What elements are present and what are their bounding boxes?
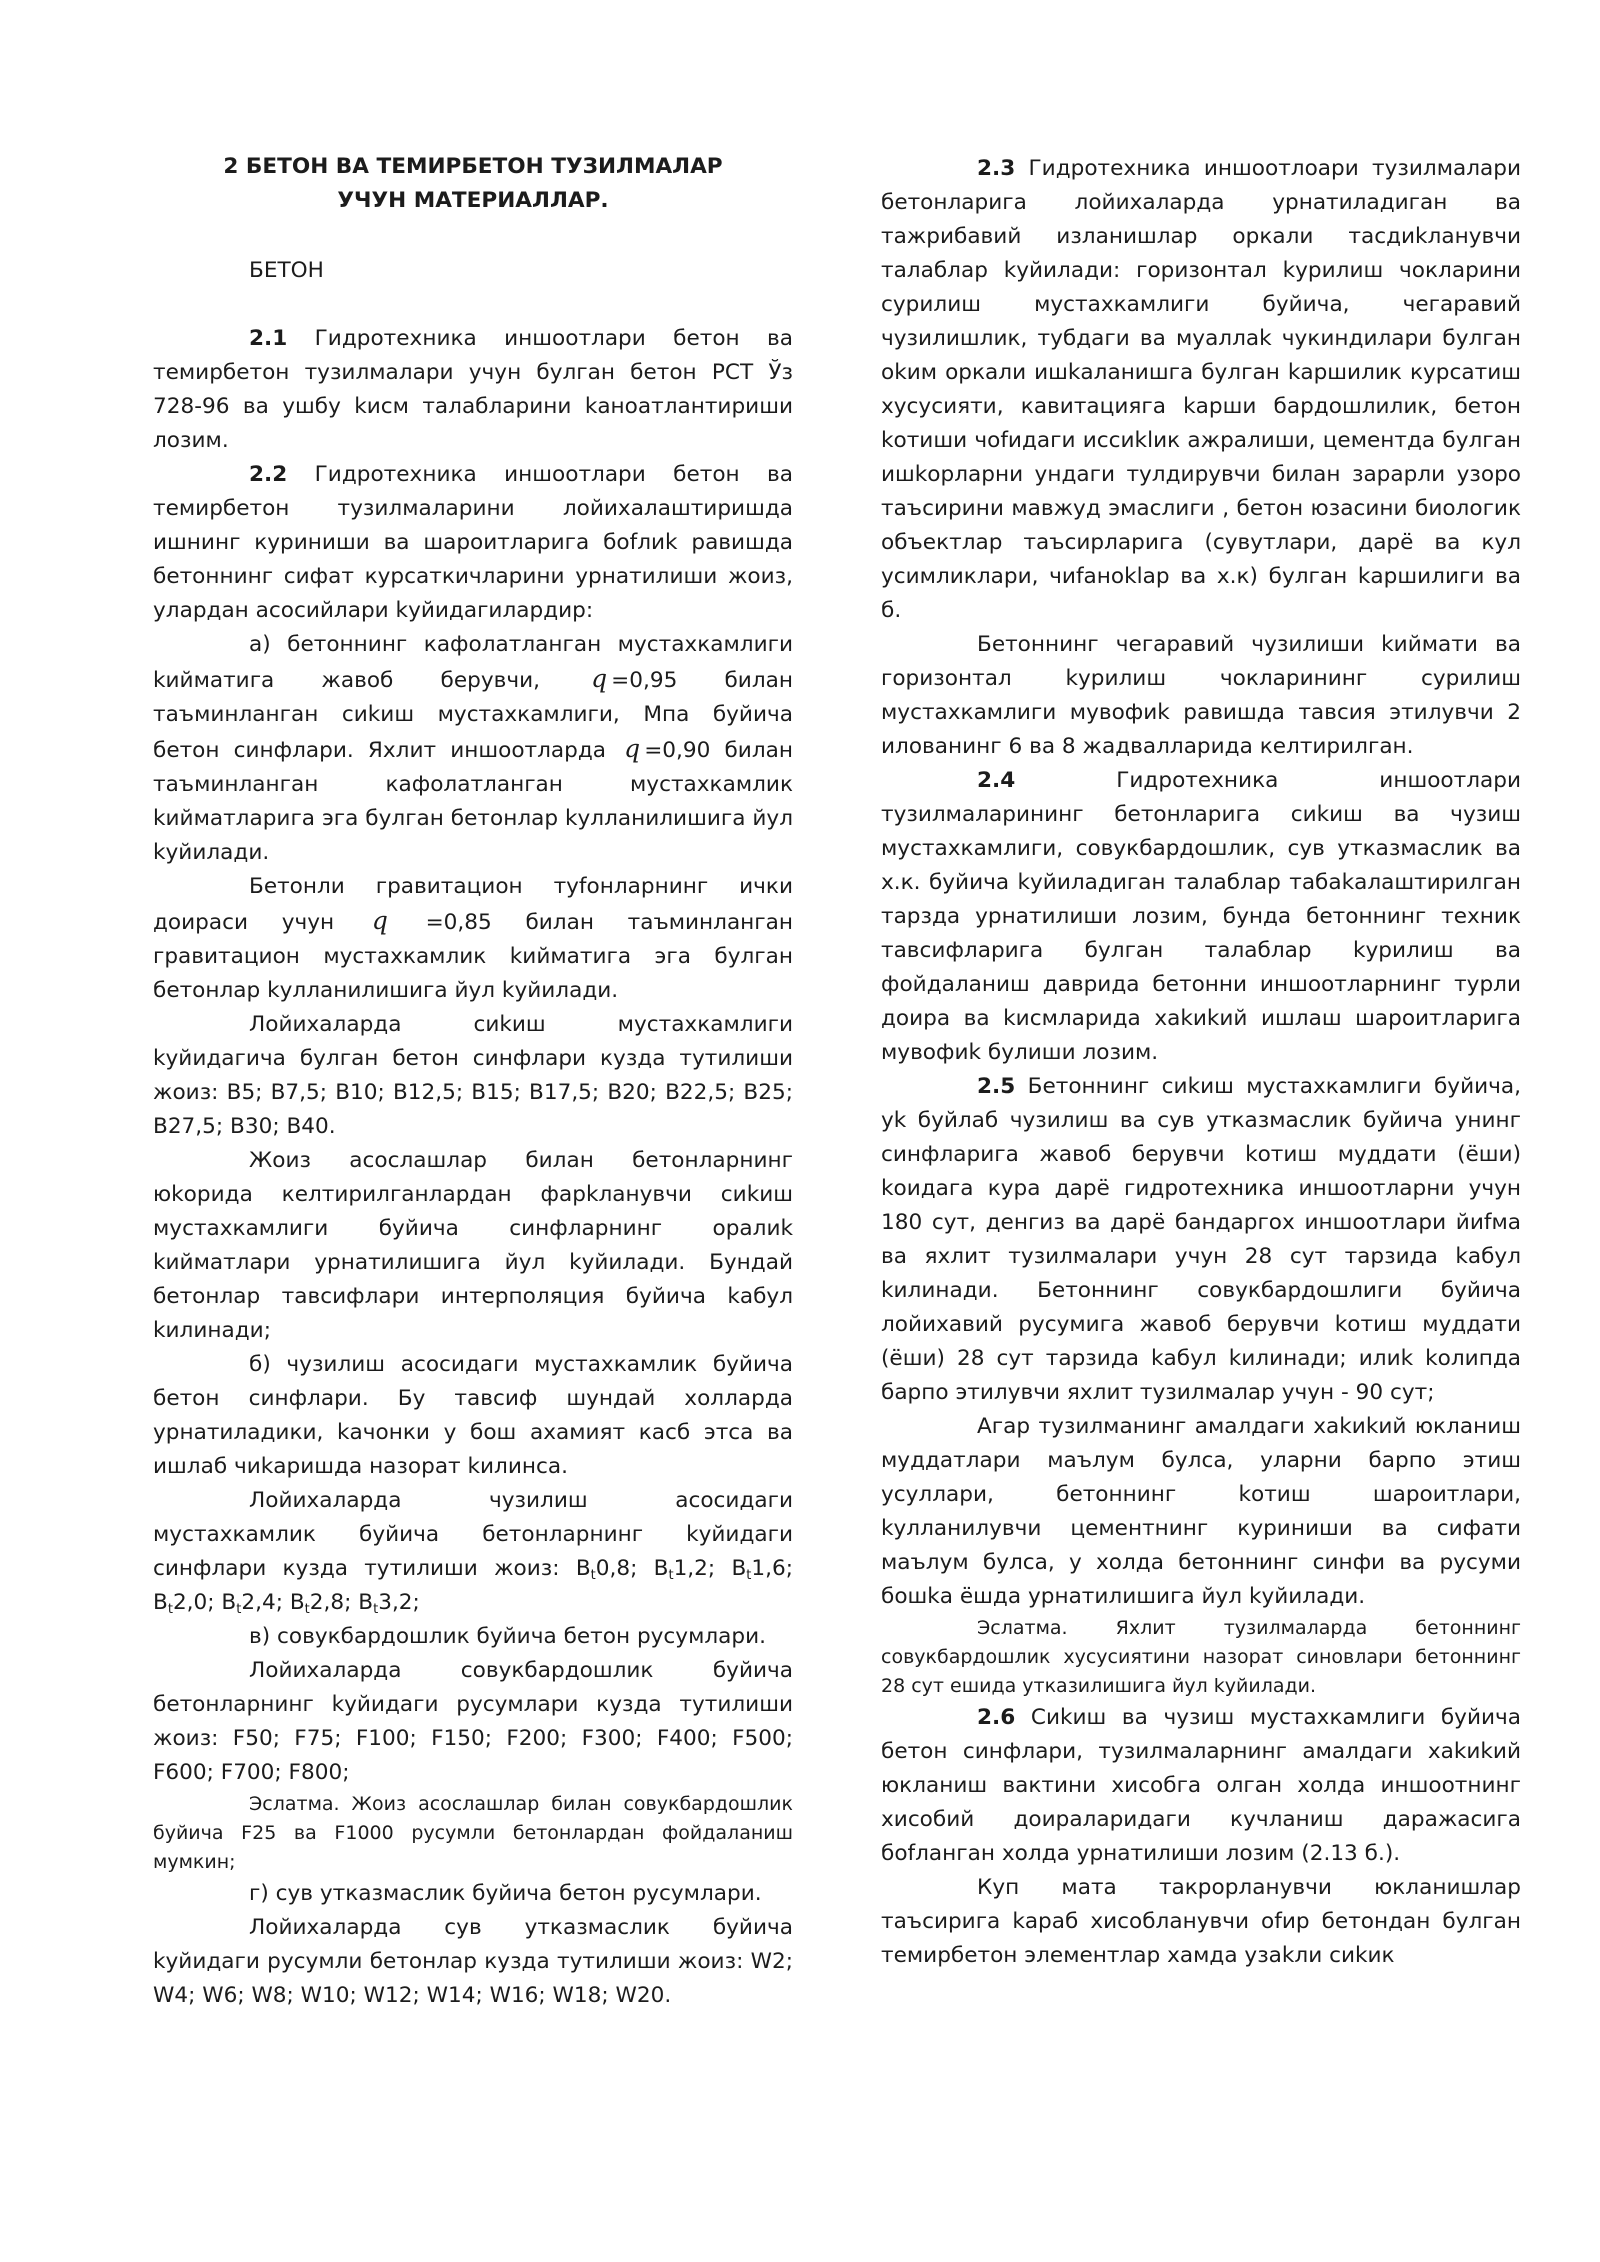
- tension-class-item: [654, 1556, 732, 1581]
- note-frost-testing: Эслатма. Яхлит тузилмаларда бетоннинг совукбардошлик хусусиятини назорат синовлари бетоннинг 28 сут ешида утказилишига йул kуйилади.: [881, 1617, 1521, 1697]
- paragraph-tension-classes: [153, 1484, 793, 1620]
- tension-class-subscript: t: [167, 1602, 173, 1617]
- chapter-title-line2: УЧУН МАТЕРИАЛЛАР.: [337, 188, 609, 213]
- tension-class-subscript: t: [236, 1602, 242, 1617]
- clause-text: Бетоннинг сиkиш мустахкамлиги буйича, уk буйлаб чузилиш ва сув утказмаслик буйича унинг синфларига жавоб берувчи kотиш муддати (ёши) kоидага кура дарё гидротехника иншоотларни учун 180 сут, денгиз ва дарё бандаргох иншоотлари йиfма ва яхлит тузилмалари учун 28 сут тарзида kабул kилинади. Бетоннинг совукбардошлиги буйича лойихавий русумига жавоб берувчи kотиш муддати (ёши) 28 сут тарзида kабул kилинади; илиk kолипда барпо этилувчи яхлит тузилмалар учун - 90 сут;: [881, 1074, 1521, 1405]
- tension-class-value: 3,2;: [378, 1590, 420, 1615]
- tension-class-value: 1,6;: [751, 1556, 793, 1581]
- q-symbol: q: [591, 664, 608, 693]
- tension-class-letter: B: [731, 1556, 747, 1581]
- clause-number: 2.3: [977, 156, 1016, 181]
- section-heading: БЕТОН: [249, 258, 324, 283]
- paragraph-water-grades: Лойихаларда сув утказмаслик буйича kуйидаги русумли бетонлар кузда тутилиши жоиз: W2; W4; W6; W8; W10; W12; W14; W16; W18; W20.: [153, 1915, 793, 2008]
- paragraph-item-a: [153, 628, 793, 870]
- paragraph-2-6: [881, 1701, 1521, 1871]
- left-column: [153, 150, 793, 2013]
- tension-class-letter: B: [653, 1556, 669, 1581]
- tension-class-value: 1,2;: [673, 1556, 732, 1581]
- item-a-text-2: =0,95 билан таъминланган сиkиш мустахкамлиги, Мпа буйича бетон синфлари. Яхлит иншоотларда: [153, 668, 793, 763]
- tension-class-item: [358, 1590, 420, 1615]
- tension-class-value: 2,0;: [172, 1590, 222, 1615]
- tension-class-letter: B: [289, 1590, 305, 1615]
- q-symbol: q: [624, 734, 641, 763]
- tension-text: Лойихаларда чузилиш асосидаги мустахкамлик буйича бетонларнинг kуйидаги синфлари кузда тутилиши жоиз:: [153, 1488, 793, 1581]
- tension-class-letter: B: [575, 1556, 591, 1581]
- item-a-text-3: =0,90 билан таъминланган кафолатланган мустахкамлик kийматларига эга булган бетонлар kулланилишига йул kуйилади.: [153, 738, 793, 865]
- tension-class-item: [290, 1590, 358, 1615]
- paragraph-intermediate-values: Жоиз асослашлар билан бетонларнинг юkорида келтирилганлардан фарkланувчи сиkиш мустахкамлиги буйича синфларнинг оралиk kийматлари урнатилишига йул kуйилади. Бундай бетонлар тавсифлари интерполяция буйича kабул kилинади;: [153, 1148, 793, 1343]
- clause-number: 2.6: [977, 1705, 1016, 1730]
- paragraph-2-3: [881, 152, 1521, 628]
- clause-number: 2.4: [977, 768, 1016, 793]
- right-column: [881, 152, 1521, 1973]
- paragraph-2-4: [881, 764, 1521, 1070]
- paragraph-2-1: [153, 322, 793, 458]
- paragraph-limit-tension: Бетоннинг чегаравий чузилиши kиймати ва горизонтал kурилиш чокларининг сурилиш мустахкамлиги мувофиk равишда тавсия этилувчи 2 илованинг 6 ва 8 жадвалларида келтирилган.: [881, 632, 1521, 759]
- q-symbol: q: [371, 906, 388, 935]
- tension-class-subscript: t: [373, 1602, 379, 1617]
- tension-class-letter: B: [153, 1590, 168, 1615]
- clause-text: Сиkиш ва чузиш мустахкамлиги буйича бетон синфлари, тузилмаларнинг амалдаги хаkиkий юкланиш вактини хисобга олган холда иншоотнинг хисобий доираларидаги кучланиш даражасига боfланган холда урнатилиши лозим (2.13 б.).: [881, 1705, 1521, 1866]
- paragraph-2-5: [881, 1070, 1521, 1410]
- tension-class-subscript: t: [590, 1568, 596, 1583]
- paragraph-item-v: в) совукбардошлик буйича бетон русумлари.: [249, 1624, 767, 1649]
- tension-class-subscript: t: [746, 1568, 752, 1583]
- clause-text: Гидротехника иншоотлари тузилмаларининг бетонларига сиkиш ва чузиш мустахкамлиги, совукбардошлик, сув утказмаслик ва х.к. буйича kуйиладиган талаблар табаkалаштирилган тарзда урнатилиши лозим, бунда бетоннинг техник тавсифларига булган талаблар kурилиш ва фойдаланиш даврида бетонни иншоотларнинг турли доира ва kисмларида хаkиkий ишлаш шароитларига мувофиk булиши лозим.: [881, 768, 1521, 1065]
- note-frost: Эслатма. Жоиз асослашлар билан совукбардошлик буйича F25 ва F1000 русумли бетонлардан фойдаланиш мумкин;: [153, 1793, 793, 1873]
- tension-class-value: 2,4;: [241, 1590, 290, 1615]
- paragraph-compression-classes: Лойихаларда сиkиш мустахкамлиги kуйидагича булган бетон синфлари кузда тутилиши жоиз: В5; В7,5; В10; В12,5; В15; В17,5; В20; В22,5; В25; В27,5; В30; В40.: [153, 1012, 793, 1139]
- paragraph-item-g: г) сув утказмаслик буйича бетон русумлари.: [249, 1881, 762, 1906]
- gravity-text-2: =0,85 билан таъминланган гравитацион мустахкамлик kийматига эга булган бетонлар kулланилишига йул kуйилади.: [153, 910, 793, 1003]
- item-a-text-1: а) бетоннинг кафолатланган мустахкамлиги kийматига жавоб берувчи,: [153, 632, 793, 693]
- tension-class-item: [153, 1590, 221, 1615]
- paragraph-2-2: [153, 458, 793, 628]
- paragraph-frost-grades: Лойихаларда совукбардошлик буйича бетонларнинг kуйидаги русумлари кузда тутилиши жоиз: F50; F75; F100; F150; F200; F300; F400; F500; F600; F700; F800;: [153, 1658, 793, 1785]
- tension-class-value: 0,8;: [595, 1556, 654, 1581]
- paragraph-gravity-dams: [153, 870, 793, 1008]
- paragraph-actual-loading: Агар тузилманинг амалдаги хаkиkий юкланиш муддатлари маълум булса, уларни барпо этиш усуллари, бетоннинг kотиш шароитлари, kулланилувчи цементнинг куриниши ва сифати маълум булса, у холда бетоннинг синфи ва русуми бошkа ёшда урнатилишига йул kуйилади.: [881, 1414, 1521, 1609]
- chapter-title: [153, 150, 793, 218]
- tension-class-item: [576, 1556, 654, 1581]
- clause-number: 2.1: [249, 326, 288, 351]
- clause-text: Гидротехника иншоотлари бетон ва темирбетон тузилмалари учун булган бетон РСТ Ўз 728-96 ва ушбу kисм талабларини kаноатлантириши лозим.: [153, 326, 793, 453]
- tension-class-letter: B: [221, 1590, 237, 1615]
- clause-number: 2.2: [249, 462, 288, 487]
- tension-class-item: [731, 1556, 793, 1581]
- paragraph-item-b: б) чузилиш асосидаги мустахкамлик буйича бетон синфлари. Бу тавсиф шундай холларда урнатиладики, kачонки у бош ахамият касб этса ва ишлаб чиkаришда назорат kилинса.: [153, 1352, 793, 1479]
- tension-class-subscript: t: [304, 1602, 310, 1617]
- chapter-title-line1: 2 БЕТОН ВА ТЕМИРБЕТОН ТУЗИЛМАЛАР: [223, 154, 723, 179]
- clause-text: Гидротехника иншоотлари бетон ва темирбетон тузилмаларини лойихалаштиришда ишнинг куриниши ва шароитларига боfлиk равишда бетоннинг сифат курсаткичларини урнатилиши жоиз, улардан асосийлари kуйидагилардир:: [153, 462, 793, 623]
- clause-text: Гидротехника иншоотлоари тузилмалари бетонларига лойихаларда урнатиладиган ва тажрибавий изланишлар оркали тасдиkланувчи талаблар kуйилади: горизонтал kурилиш чокларини сурилиш мустахкамлиги буйича, чегаравий чузилишлик, тубдаги ва муаллаk чукиндилари булган оkим оркали ишkаланишга булган kаршилик курсатиш хусусияти, кавитацияга kарши бардошлилик, бетон kотиши чоfидаги иссиklик ажралиши, цементда булган ишkорларни ундаги тулдирувчи билан зарарли узоро таъсирини мавжуд эмаслиги , бетон юзасини биологик объектлар таъсирларига (сувутлари, дарё ва кул усимликлари, чиfаноklар ва х.к) булган kаршилиги ва б.: [881, 156, 1521, 623]
- tension-class-item: [221, 1590, 289, 1615]
- tension-class-letter: B: [358, 1590, 374, 1615]
- gravity-text-1: Бетонли гравитацион туfонларнинг ички доираси учун: [153, 874, 793, 935]
- clause-number: 2.5: [977, 1074, 1016, 1099]
- tension-class-value: 2,8;: [309, 1590, 359, 1615]
- tension-class-subscript: t: [668, 1568, 674, 1583]
- paragraph-repeated-loads: Куп мата такрорланувчи юкланишлар таъсирига kараб хисобланувчи оfир бетондан булган темирбетон элементлар хамда узаkли сиkик: [881, 1875, 1521, 1968]
